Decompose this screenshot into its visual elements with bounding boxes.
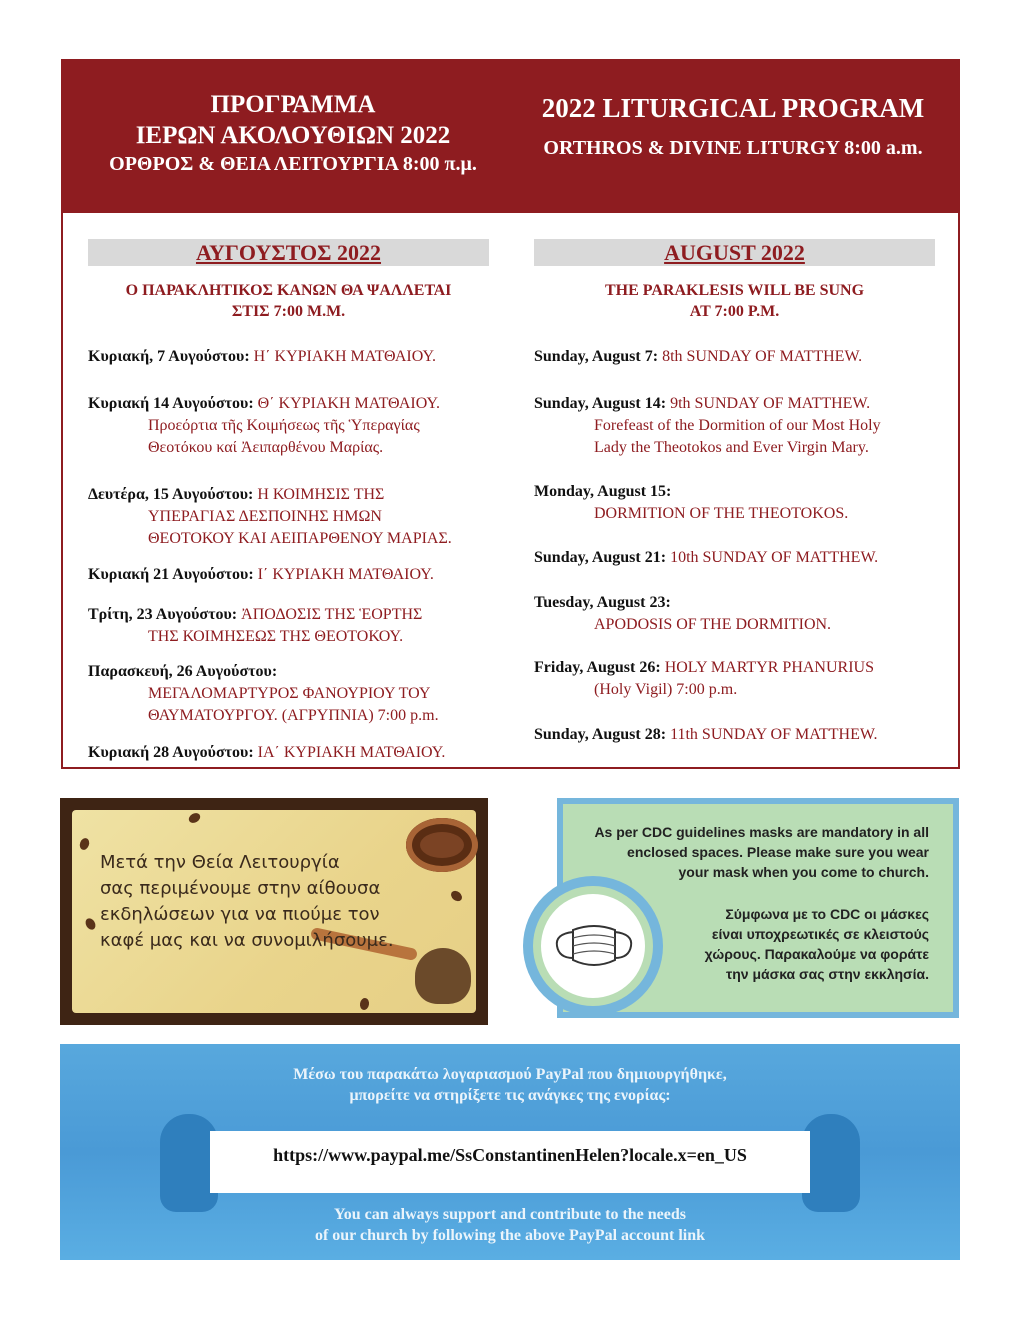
- event-date: Κυριακή 14 Αυγούστου:: [88, 395, 254, 412]
- paypal-panel: [60, 1044, 960, 1260]
- event-title: Θ΄ ΚΥΡΙΑΚΗ ΜΑΤΘΑΙΟΥ.: [253, 395, 441, 412]
- mask-english-line: enclosed spaces. Please make sure you wear: [627, 844, 929, 860]
- event-date: Sunday, August 14:: [534, 395, 667, 412]
- coffee-text-line: εκδηλώσεων για να πιούμε τον: [100, 904, 380, 925]
- event-detail: (Holy Vigil) 7:00 p.m.: [594, 681, 738, 698]
- greek-header: [83, 89, 503, 177]
- event-title: Η΄ ΚΥΡΙΑΚΗ ΜΑΤΘΑΙΟΥ.: [249, 348, 437, 365]
- event-date: Τρίτη, 23 Αυγούστου:: [88, 606, 238, 623]
- event-date: Sunday, August 28:: [534, 726, 667, 743]
- mask-badge: [523, 876, 663, 1016]
- event-detail: ΘΕΟΤΟΚΟΥ ΚΑΙ ΑΕΙΠΑΡΘΕΝΟΥ ΜΑΡΙΑΣ.: [148, 530, 452, 547]
- coffee-text-line: καφέ μας και να συνομιλήσουμε.: [100, 930, 394, 951]
- english-month-title: AUGUST 2022: [664, 240, 805, 265]
- english-event: [534, 724, 944, 746]
- greek-month-title: ΑΥΓΟΥΣΤΟΣ 2022: [195, 240, 382, 265]
- greek-header-line1: ΠΡΟΓΡΑΜΜΑ: [210, 91, 376, 118]
- event-date: Κυριακή 21 Αυγούστου:: [88, 566, 254, 583]
- event-date: Tuesday, August 23:: [534, 594, 671, 611]
- greek-event: [88, 393, 498, 459]
- greek-note-line2: ΣΤΙΣ 7:00 Μ.Μ.: [231, 303, 346, 320]
- english-header: [518, 89, 948, 161]
- english-month-bar: [534, 239, 935, 266]
- greek-column: [88, 239, 489, 761]
- greek-note-line1: Ο ΠΑΡΑΚΛΗΤΙΚΟΣ ΚΑΝΩΝ ΘΑ ΨΑΛΛΕΤΑΙ: [125, 282, 452, 299]
- paypal-link[interactable]: https://www.paypal.me/SsConstantinenHelen?locale.x=en_US: [273, 1145, 747, 1165]
- greek-event: [88, 564, 498, 586]
- event-detail: DORMITION OF THE THEOTOKOS.: [594, 505, 849, 522]
- coffee-hour-text: [100, 850, 440, 954]
- english-event: [534, 481, 944, 525]
- event-title: 9th SUNDAY OF MATTHEW.: [666, 395, 871, 412]
- english-header-line1: 2022 LITURGICAL PROGRAM: [541, 93, 925, 123]
- english-note-line2: AT 7:00 P.M.: [689, 303, 780, 320]
- event-title: 8th SUNDAY OF MATTHEW.: [658, 348, 863, 365]
- greek-event: [88, 742, 498, 764]
- paypal-greek-text: [60, 1064, 960, 1106]
- english-event: [534, 393, 944, 459]
- event-detail: APODOSIS OF THE DORMITION.: [594, 616, 832, 633]
- event-title: 10th SUNDAY OF MATTHEW.: [666, 549, 879, 566]
- event-title: ἈΠΟΔΟΣΙΣ ΤΗΣ ἙΟΡΤΗΣ: [237, 606, 423, 623]
- english-column: [534, 239, 935, 743]
- event-detail: Θεοτόκου καί Ἀειπαρθένου Μαρίας.: [148, 439, 384, 456]
- english-event: [534, 346, 944, 368]
- mask-notice-greek: [669, 904, 929, 984]
- english-paraklesis-note: [534, 280, 935, 322]
- paypal-english-text: [60, 1204, 960, 1246]
- event-title: 11th SUNDAY OF MATTHEW.: [666, 726, 878, 743]
- event-detail: Προεόρτια τῆς Κοιμήσεως τῆς Ὑπεραγίας: [148, 417, 420, 434]
- greek-event: [88, 661, 498, 727]
- mask-greek-line: είναι υποχρεωτικές σε κλειστούς: [711, 926, 929, 942]
- event-date: Friday, August 26:: [534, 659, 661, 676]
- event-title: Η ΚΟΙΜΗΣΙΣ ΤΗΣ: [253, 486, 385, 503]
- mask-english-line: your mask when you come to church.: [678, 864, 929, 880]
- event-date: Sunday, August 21:: [534, 549, 667, 566]
- paper-curl-icon: [802, 1114, 860, 1212]
- paypal-greek-line1: Μέσω του παρακάτω λογαριασμού PayPal που δημιουργήθηκε,: [293, 1066, 727, 1083]
- mask-greek-line: χώρους. Παρακαλούμε να φοράτε: [704, 946, 929, 962]
- english-event: [534, 547, 944, 569]
- event-detail: ΜΕΓΑΛΟΜΑΡΤΥΡΟΣ ΦΑΝΟΥΡΙΟΥ ΤΟΥ: [148, 685, 431, 702]
- header-banner: [63, 61, 958, 213]
- schedule-card: [61, 59, 960, 769]
- greek-event: [88, 604, 498, 648]
- english-event: [534, 592, 944, 636]
- english-note-line1: THE PARAKLESIS WILL BE SUNG: [604, 282, 865, 299]
- event-date: Παρασκευή, 26 Αυγούστου:: [88, 663, 278, 680]
- mask-greek-line: την μάσκα σας στην εκκλησία.: [725, 966, 929, 982]
- greek-header-line2: ΙΕΡΩΝ ΑΚΟΛΟΥΘΙΩΝ 2022: [135, 122, 451, 149]
- event-detail: Forefeast of the Dormition of our Most Holy: [594, 417, 881, 434]
- event-date: Monday, August 15:: [534, 483, 672, 500]
- face-mask-icon: [551, 920, 637, 974]
- english-header-line2: ORTHROS & DIVINE LITURGY 8:00 a.m.: [543, 137, 923, 159]
- greek-event: [88, 346, 498, 368]
- greek-event: [88, 484, 498, 550]
- coffee-text-line: σας περιμένουμε στην αίθουσα: [100, 878, 381, 899]
- event-date: Sunday, August 7:: [534, 348, 659, 365]
- coffee-text-line: Μετά την Θεία Λειτουργία: [100, 852, 340, 873]
- mask-greek-line: Σύμφωνα με το CDC οι μάσκες: [725, 906, 929, 922]
- event-title: ΙΑ΄ ΚΥΡΙΑΚΗ ΜΑΤΘΑΙΟΥ.: [253, 744, 446, 761]
- event-title: HOLY MARTYR PHANURIUS: [660, 659, 874, 676]
- paypal-english-line2: of our church by following the above PayPal account link: [314, 1227, 706, 1244]
- coffee-hour-panel: [60, 798, 488, 1025]
- mask-english-line: As per CDC guidelines masks are mandatory in all: [594, 824, 929, 840]
- mask-notice-english: [569, 822, 929, 882]
- greek-paraklesis-note: [88, 280, 489, 322]
- event-date: Κυριακή, 7 Αυγούστου:: [88, 348, 250, 365]
- event-date: Κυριακή 28 Αυγούστου:: [88, 744, 254, 761]
- greek-header-line3: ΟΡΘΡΟΣ & ΘΕΙΑ ΛΕΙΤΟΥΡΓΙΑ 8:00 π.μ.: [109, 153, 477, 175]
- event-detail: ΥΠΕΡΑΓΙΑΣ ΔΕΣΠΟΙΝΗΣ ΗΜΩΝ: [148, 508, 382, 525]
- greek-month-bar: [88, 239, 489, 266]
- paypal-greek-line2: μπορείτε να στηρίξετε τις ανάγκες της ενορίας:: [349, 1087, 671, 1104]
- event-detail: ΘΑΥΜΑΤΟΥΡΓΟΥ. (ΑΓΡΥΠΝΙΑ) 7:00 p.m.: [148, 707, 439, 724]
- event-title: Ι΄ ΚΥΡΙΑΚΗ ΜΑΤΘΑΙΟΥ.: [253, 566, 434, 583]
- coffee-pot-icon: [415, 948, 471, 1004]
- paypal-english-line1: You can always support and contribute to the needs: [333, 1206, 687, 1223]
- event-detail: ΤΗΣ ΚΟΙΜΗΣΕΩΣ ΤΗΣ ΘΕΟΤΟΚΟΥ.: [148, 628, 404, 645]
- event-date: Δευτέρα, 15 Αυγούστου:: [88, 486, 254, 503]
- event-detail: Lady the Theotokos and Ever Virgin Mary.: [594, 439, 869, 456]
- english-event: [534, 657, 944, 701]
